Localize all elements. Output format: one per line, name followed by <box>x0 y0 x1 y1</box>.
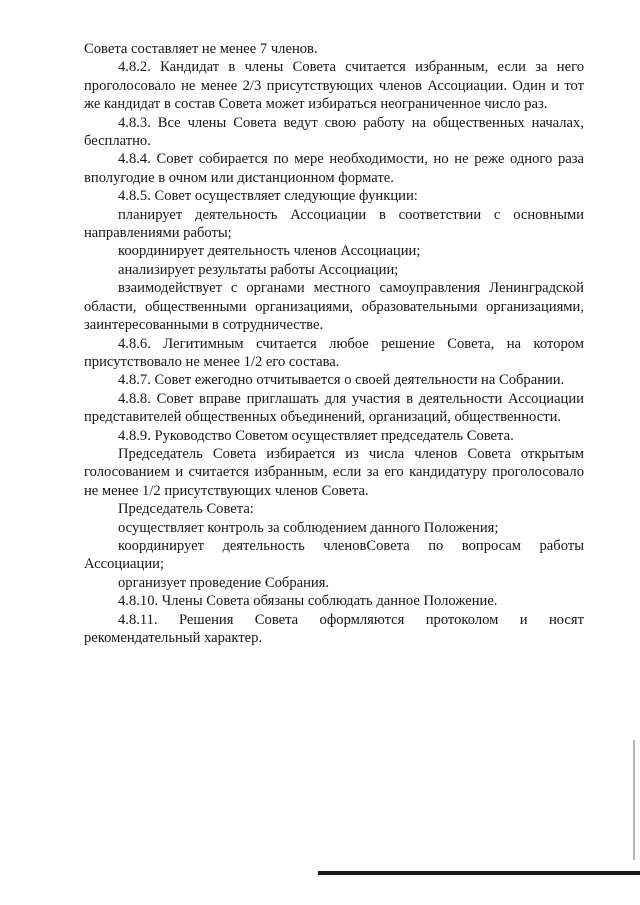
paragraph-4-8-2: 4.8.2. Кандидат в члены Совета считается избранным, если за него проголосовало не менее 2/3 присутствующих членов Ассоциации. Один и тот же кандидат в состав Совета может избираться неограниченное число раз. <box>84 59 584 113</box>
paragraph-4-8-5: 4.8.5. Совет осуществляет следующие функции: <box>118 188 418 205</box>
paragraph-4-8-3: 4.8.3. Все члены Совета ведут свою работу на общественных началах, бесплатно. <box>84 114 584 150</box>
chairman-duty-item: осуществляет контроль за соблюдением данного Положения; <box>118 519 499 536</box>
scan-border-line <box>318 871 640 875</box>
paragraph-4-8-9: 4.8.9. Руководство Советом осуществляет председатель Совета. <box>118 427 514 444</box>
function-item: анализирует результаты работы Ассоциации; <box>118 261 399 278</box>
paragraph-4-8-11: 4.8.11. Решения Совета оформляются протоколом и носят рекомендательный характер. <box>84 611 584 646</box>
chairman-duty-item: организует проведение Собрания. <box>118 574 330 591</box>
chairman-heading: Председатель Совета: <box>118 501 254 518</box>
function-item: планирует деятельность Ассоциации в соответствии с основными направлениями работы; <box>84 206 584 242</box>
function-item: координирует деятельность членов Ассоциации; <box>118 243 421 260</box>
chairman-duty-item: координирует деятельность членовСовета по вопросам работы Ассоциации; <box>84 537 584 573</box>
paragraph-4-8-8: 4.8.8. Совет вправе приглашать для участия в деятельности Ассоциации представителей общественных объединений, организаций, общественности. <box>84 390 584 426</box>
paragraph-4-8-4: 4.8.4. Совет собирается по мере необходимости, но не реже одного раза вполугодие в очном или дистанционном формате. <box>84 151 584 186</box>
paragraph-4-8-7: 4.8.7. Совет ежегодно отчитывается о своей деятельности на Собрании. <box>118 372 565 389</box>
paragraph-intro: Совета составляет не менее 7 членов. <box>84 41 318 57</box>
document-page <box>84 40 584 647</box>
paragraph-4-8-6: 4.8.6. Легитимным считается любое решение Совета, на котором присутствовало не менее 1/2 его состава. <box>84 335 584 370</box>
chairman-election-paragraph: Председатель Совета избирается из числа членов Совета открытым голосованием и считается избранным, если за его кандидатуру проголосовало не менее 1/2 присутствующих членов Совета. <box>84 445 584 499</box>
paragraph-4-8-10: 4.8.10. Члены Совета обязаны соблюдать данное Положение. <box>118 593 498 610</box>
scan-edge-shadow <box>633 740 635 860</box>
function-item: взаимодействует с органами местного самоуправления Ленинградской области, общественными организациями, образовательными организациями, заинтересованными в сотрудничестве. <box>84 280 584 334</box>
